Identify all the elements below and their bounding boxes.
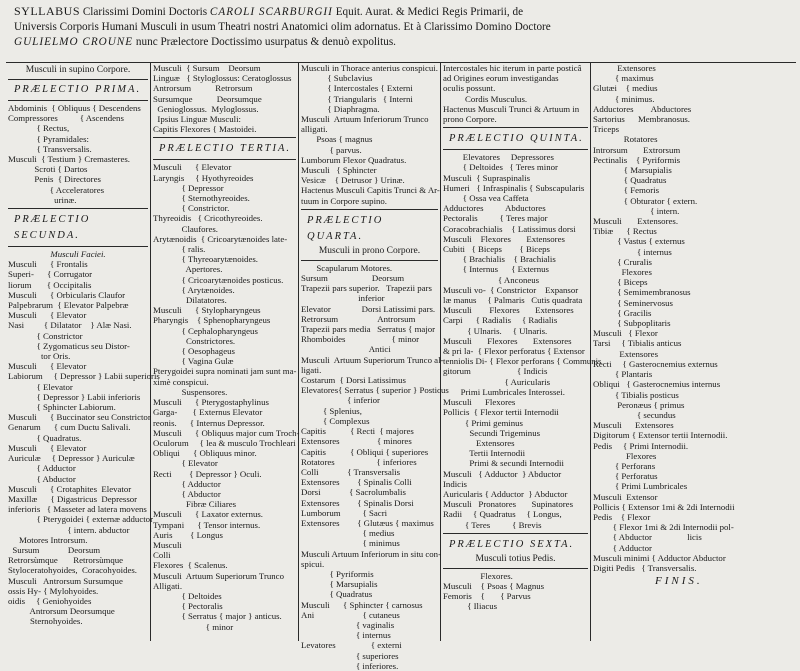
text-line: Pectinalis { Pyriformis	[593, 154, 681, 165]
text-line: Rotatores { inferiores	[301, 456, 417, 467]
text-line: ligati.	[301, 364, 322, 375]
text-line: Introrsum Extrorsum	[593, 144, 681, 155]
text-line: Musculi { Elevator	[8, 361, 87, 372]
text-line: { Internus { Externus	[443, 264, 549, 275]
text-line: læ manus { Palmaris Cutis quadrata	[443, 295, 583, 306]
col4-rule-2	[443, 149, 588, 150]
text-line: { vaginalis	[301, 619, 395, 630]
text-line: { Serratus { major } anticus.	[153, 611, 282, 622]
text-line: ximè conspicui.	[153, 376, 209, 387]
text-line: { Adductor	[8, 463, 76, 474]
col2-rule-2	[153, 159, 296, 160]
text-line: { Teres { Brevis	[443, 519, 542, 530]
column-1	[8, 63, 160, 641]
text-line: Musculi { Elevator	[153, 162, 232, 173]
section-quinta: PRÆLECTIO QUINTA.	[449, 133, 584, 145]
text-line: Vesicæ { Detrusor } Urinæ.	[301, 175, 405, 186]
text-line: { Sphincter Labiorum.	[8, 402, 116, 413]
text-line: Femoris { { Parvus	[443, 591, 531, 602]
text-line: { Complexus	[301, 415, 370, 426]
text-line: Apertores.	[153, 264, 223, 275]
text-line: Cordis Musculus.	[443, 93, 528, 104]
text-line: Pterygoidei supra nominati jam sunt ma-	[153, 366, 297, 377]
column-2	[153, 63, 300, 641]
text-line: Hactenus Musculi Trunci & Artuum in	[443, 103, 580, 114]
col2-rule-1	[153, 137, 296, 138]
text-line: { Abductor	[153, 488, 221, 499]
text-line: { Abductor	[8, 473, 76, 484]
text-line: { Vastus { externus	[593, 236, 685, 247]
text-line: { Intercostales { Externi	[301, 83, 413, 94]
text-line: Musculi { Psoas { Magnus	[443, 580, 545, 591]
text-line: Musculi Artuum Superiorum Trunco	[153, 570, 284, 581]
col1-rows-prima	[8, 103, 148, 205]
text-line: { Auricularis	[443, 376, 551, 387]
text-line: Laryngis { Hyothyreoides	[153, 172, 254, 183]
text-line: { Rectus,	[8, 123, 70, 134]
text-line: Pollicis { Flexor tertii Internodii	[443, 407, 559, 418]
text-line: Thyreoidis { Cricothyreoides.	[153, 213, 263, 224]
text-line: Radii { Quadratus { Longus,	[443, 509, 562, 520]
text-line: { Sternothyreoides.	[153, 193, 250, 204]
text-line: Primi Lumbricales Interossei.	[443, 386, 565, 397]
text-line: Intercostales hic iterum in parte posticâ	[443, 63, 582, 73]
text-line: Musculi { Adductor } Abductor	[443, 468, 562, 479]
text-line: Scroti { Dartos	[8, 164, 88, 175]
text-line: { inferior	[301, 395, 380, 406]
text-line: Musculi Flexores	[443, 397, 516, 408]
text-line: Extensores { Glutæus { maximus	[301, 517, 434, 528]
text-line: { Perforans	[593, 460, 656, 471]
text-line: Musculi { Crotaphites Elevator	[8, 483, 132, 494]
col2-rows-lingua	[153, 63, 296, 134]
text-line: Musculi Pronatores Supinatores	[443, 499, 573, 510]
text-line: { Ossa vea Caffeta	[443, 193, 529, 204]
text-line: Triceps	[593, 124, 620, 135]
text-line: { Elevator	[8, 381, 73, 392]
text-line: Adductores Abductores	[593, 103, 692, 114]
text-line: Fibræ Ciliares	[153, 499, 237, 510]
text-line: Flexores.	[443, 570, 513, 581]
section-quarta: PRÆLECTIO QUARTA.	[307, 214, 384, 242]
text-line: Musculi { Sphincter	[301, 165, 377, 176]
text-line: { Elevator	[153, 458, 218, 469]
text-line: Trapezii pars media Serratus { major	[301, 324, 436, 335]
text-line: { Brachialis { Brachialis	[443, 254, 556, 265]
text-line: { Constrictor	[8, 330, 83, 341]
text-line: Peronæus { primus	[593, 399, 685, 410]
text-line: { Pectoralis	[153, 601, 223, 612]
header-line-3: GULIELMO CROUNE nunc Prælectore Doctissimo usurpatus & denuò expolitus.	[14, 36, 396, 48]
text-line: Styloceratohyoides, Coracohyoides.	[8, 565, 137, 576]
text-line: { Plantaris	[593, 369, 653, 380]
text-line: Linguæ { Styloglossus: Ceratoglossus	[153, 73, 292, 84]
text-line: { Semimembranosus	[593, 287, 691, 298]
text-line: { Subclavius	[301, 73, 373, 84]
col2-rows-tertia	[153, 162, 300, 632]
text-line: Elevatores Depressores	[443, 152, 554, 163]
text-line: Musculi { Testium } Cremasteres.	[8, 154, 131, 165]
text-line: { secundus	[593, 409, 676, 420]
text-line: Primi & secundi Internodii	[443, 458, 564, 469]
text-line: Antrorsum Retrorsum	[153, 83, 253, 94]
col4-rule-4	[443, 568, 588, 569]
text-line: { Acceleratores	[8, 184, 105, 195]
col4-rows-sexta	[443, 571, 588, 612]
text-line: Musculi Flexores Extensores	[443, 305, 574, 316]
text-line: { Abductor licis	[593, 532, 702, 543]
text-line: Retrorsùmque Retrorsùmque	[8, 555, 124, 566]
text-line: { Biceps	[593, 277, 648, 288]
text-line: oculis possunt.	[443, 83, 496, 94]
text-line: { Pyriformis	[301, 568, 374, 579]
text-line: Arytænoidis { Cricoarytænoides late-	[153, 233, 288, 244]
text-line: { Quadratus.	[8, 432, 82, 443]
text-line: urinæ.	[8, 194, 77, 205]
text-line: Antrorsum Deorsumque	[8, 606, 115, 617]
text-line: Extensores	[443, 437, 515, 448]
text-line: { Gracilis	[593, 307, 652, 318]
text-line: { Marsupialis	[593, 165, 672, 176]
col3-rows-thorax	[301, 63, 438, 206]
text-line: inferior	[301, 293, 385, 304]
text-line: Musculi { Elevator	[8, 442, 87, 453]
text-line: Capitis { Obliqui { superiores	[301, 446, 429, 457]
text-line: Claufores.	[153, 223, 218, 234]
text-line: Musculi minimi { Adductor Abductor	[593, 552, 726, 563]
text-line: inferioris { Masseter ad latera movens	[8, 504, 147, 515]
col1-rows-secunda	[8, 259, 160, 627]
text-line: Pedis { Flexor	[593, 511, 651, 522]
text-line: { Pyramidales:	[8, 133, 89, 144]
text-line: Secundi Trigeminus	[443, 427, 541, 438]
text-line: Pectoralis { Teres major	[443, 213, 548, 224]
text-line: { Splenius,	[301, 405, 362, 416]
text-line: Sursumque Deorsumque	[153, 93, 262, 104]
text-line: Musculi Artuum Superiorum Trunco al-	[301, 354, 444, 365]
text-line: Auris { Longus	[153, 529, 223, 540]
text-line: { Cephalopharyngeus	[153, 325, 258, 336]
text-line: Constrictores.	[153, 335, 236, 346]
text-line: spicui.	[301, 558, 325, 569]
text-line: Ani { cutaneus	[301, 609, 400, 620]
text-line: { Cricoarytænoides posticus.	[153, 274, 284, 285]
text-line: Colli { Transversalis	[301, 466, 401, 477]
header-line-1: SYLLABUS Clarissimi Domini Doctoris CAROLI SCARBURGII Equit. Aurat. & Medici Regis Primarii, de	[14, 4, 524, 18]
text-line: { Constrictor.	[153, 203, 230, 214]
text-line: Musculi { Supraspinalis	[443, 172, 531, 183]
text-line: tor Oris.	[8, 351, 71, 362]
text-line: { superiores	[301, 650, 399, 661]
text-line: Trapezii pars superior. Trapezii pars	[301, 283, 432, 294]
text-line: Musculi { Laxator externus.	[153, 509, 264, 520]
text-line: Obliqui { Obliquus minor.	[153, 448, 257, 459]
col1-rule-1	[8, 79, 148, 80]
text-line: Antici	[301, 344, 391, 355]
finis-label: FINIS.	[655, 575, 703, 587]
col3-rule-1	[301, 209, 438, 210]
text-line: { minor	[153, 621, 234, 632]
col1-rule-3	[8, 208, 148, 209]
text-line: Compressores { Ascendens	[8, 113, 124, 124]
col4-subtitle: Musculi totius Pedis.	[475, 553, 556, 564]
text-line: Musculi { Orbicularis Claufor	[8, 289, 126, 300]
text-line: Psoas { magnus	[301, 134, 373, 145]
col4-rows-quinta	[443, 152, 602, 530]
text-line: { Primi Lumbricales	[593, 481, 688, 492]
text-line: Musculi vo- { Constrictor Expansor	[443, 284, 579, 295]
text-line: gitorum { Indicis	[443, 366, 548, 377]
text-line: Garga- { Externus Elevator	[153, 407, 263, 418]
text-line: Auricularis { Adductor } Abductor	[443, 488, 568, 499]
text-line: { Anconeus	[443, 274, 540, 285]
text-line: Musculi Flexores Extensores	[443, 233, 565, 244]
text-line: Recti { Depressor } Oculi.	[153, 468, 262, 479]
text-line: Musculi { Buccinator seu Constrictor	[8, 412, 151, 423]
col4-rule-1	[443, 127, 588, 128]
text-line: Musculi { Frontalis	[8, 259, 88, 270]
col4-rows-intro	[443, 63, 588, 124]
header-line-2: Universis Corporis Humani Musculi in usum Theatri nostri Anatomici olim adornatus. Et à Clarissimo Domino Doctore	[14, 21, 551, 33]
text-line: oidis { Geniohyoides	[8, 595, 92, 606]
text-line: { Diaphragma.	[301, 103, 380, 114]
col3-rows-quarta	[301, 262, 449, 671]
text-line: Palpebrarum { Elevator Palpebræ	[8, 300, 129, 311]
text-line: Alligati.	[153, 580, 183, 591]
text-line: Musculi { Obliquus major cum Troch-	[153, 427, 300, 438]
col1-title: Musculi in supino Corpore.	[25, 65, 131, 75]
text-line: alligati.	[301, 124, 328, 135]
text-line: Musculi Extensor	[593, 491, 658, 502]
col5-rows-pedis	[593, 63, 793, 573]
text-line: Musculi { Elevator	[8, 310, 87, 321]
text-line: Musculi Artuum Inferiorum Trunco	[301, 114, 429, 125]
text-line: Levatores { externi	[301, 640, 402, 651]
text-line: Carpi { Radialis { Radialis	[443, 315, 558, 326]
text-line: { internus	[593, 246, 672, 257]
text-line: Maxillæ { Digastricus Depressor	[8, 493, 138, 504]
text-line: { Oesophageus	[153, 346, 235, 357]
text-line: Musculi Extensores.	[593, 216, 679, 227]
text-line: Rhomboides { minor	[301, 334, 420, 345]
text-line: Capitis Flexores { Mastoidei.	[153, 124, 257, 135]
text-line: Pollicis { Extensor 1mi & 2di Internodii	[593, 501, 735, 512]
section-secunda: PRÆLECTIO SECUNDA.	[14, 214, 91, 242]
text-line: Lumborum Flexor Quadratus.	[301, 154, 407, 165]
text-line: { Seminervosus	[593, 297, 673, 308]
text-line: Dorsi { Sacrolumbalis	[301, 487, 406, 498]
text-line: Tympani { Tensor internus.	[153, 519, 261, 530]
text-line: Sursum Deorsum	[301, 273, 405, 284]
text-line: Abdominis { Obliquus { Descendens	[8, 103, 141, 113]
text-line: Rotatores	[593, 134, 658, 145]
text-line: Pharyngis { Sphenopharyngeus	[153, 315, 271, 326]
text-line: Extensores { minores	[301, 436, 412, 447]
text-line: { Quadratus	[301, 589, 373, 600]
text-line: { Ulnaris. { Ulnaris.	[443, 325, 548, 336]
column-5	[593, 63, 793, 641]
text-line: { Depressor	[153, 182, 224, 193]
text-line: { inferiores.	[301, 660, 399, 671]
text-line: liorum { Occipitalis	[8, 279, 92, 290]
text-line: Musculi Extensores	[593, 420, 674, 431]
text-line: & pri la- { Flexor perforatus { Extensor	[443, 346, 585, 357]
text-line: Flexores	[593, 267, 652, 278]
text-line: Recti { Gasterocnemius externus	[593, 358, 718, 369]
text-line: Oculorum { lea & musculo Trochleari	[153, 437, 296, 448]
text-line: Obliqui { Gasterocnemius internus	[593, 379, 721, 390]
text-line: { Cruralis	[593, 256, 652, 267]
text-line: Tibiæ { Rectus	[593, 226, 657, 237]
text-line: { minimus.	[593, 93, 655, 104]
text-line: Musculi { Sursum Deorsum	[153, 63, 261, 73]
text-line: Sartorius Membranosus.	[593, 114, 691, 125]
text-line: Hactenus Musculi Capitis Trunci & Ar-	[301, 185, 440, 196]
text-line: Musculi { Flexor	[593, 328, 658, 339]
text-line: Capitis { Recti { majores	[301, 426, 414, 437]
section-prima: PRÆLECTIO PRIMA.	[14, 84, 142, 95]
text-line: { Subpoplitaris	[593, 318, 671, 329]
column-divider-2	[298, 63, 299, 641]
text-line: Genarum { cum Ductu Salivali.	[8, 422, 131, 433]
text-line: { minimus	[301, 538, 400, 549]
col3-subtitle: Musculi in prono Corpore.	[318, 245, 421, 256]
text-line: Musculi	[153, 539, 182, 550]
text-line: { Iliacus	[443, 601, 498, 612]
text-line: Digiti Pedis { Transversalis.	[593, 562, 697, 573]
text-line: Musculi { Sphincter { carnosus	[301, 599, 423, 610]
text-line: reonis. { Internus Depressor.	[153, 417, 265, 428]
column-3	[301, 63, 449, 671]
text-line: Musculi Antrorsum Sursumque	[8, 575, 123, 586]
text-line: Auriculæ { Depressor } Auriculæ	[8, 453, 135, 464]
col1-rule-4	[8, 246, 148, 247]
text-line: { Obturator { extern.	[593, 195, 698, 206]
text-line: { Thyreoarytænoides.	[153, 254, 258, 265]
text-line: Motores Introrsum.	[8, 534, 88, 545]
text-line: { Deltoides	[153, 590, 222, 601]
text-line: Elevatores{ Serratus { superior } Posticus	[301, 385, 449, 396]
text-line: { Transversalis.	[8, 143, 92, 154]
col1-rule-2	[8, 100, 148, 101]
text-line: ossis Hy- { Mylohyoides.	[8, 585, 99, 596]
text-line: Digitorum { Extensor tertii Internodii.	[593, 430, 728, 441]
text-line: Coracobrachialis { Latissimus dorsi	[443, 223, 576, 234]
text-line: { Adductor	[153, 478, 221, 489]
text-line: { intern.	[593, 205, 680, 216]
text-line: Ipsius Linguæ Musculi:	[153, 114, 241, 125]
text-line: { Tibialis posticus	[593, 389, 679, 400]
text-line: { internus	[301, 630, 391, 641]
text-line: Costarum { Dorsi Latissimus	[301, 375, 406, 386]
text-line: Superi- { Corrugator	[8, 269, 93, 280]
text-line: { Pterygoidei { externæ adductor	[8, 514, 154, 525]
text-line: Cubiti { Biceps { Biceps	[443, 244, 550, 255]
text-line: { maximus	[593, 73, 654, 84]
text-line: { Primi geminus	[443, 417, 523, 428]
text-line: Indicis	[443, 478, 467, 489]
text-line: Humeri { Infraspinalis { Subscapularis	[443, 182, 585, 193]
text-line: prono Corpore.	[443, 114, 497, 125]
section-sexta: PRÆLECTIO SEXTA.	[449, 538, 575, 550]
text-line: tenniolis Di- { Flexor perforans { Communis	[443, 356, 602, 367]
text-line: Colli	[153, 550, 171, 561]
column-divider-4	[590, 63, 591, 641]
col1-subtitle: Musculi Faciei.	[50, 249, 106, 260]
text-line: Tarsi { Tibialis anticus	[593, 338, 682, 349]
text-line: { Adductor	[593, 542, 652, 553]
text-line: { Zygomaticus seu Distor-	[8, 340, 130, 351]
text-line: Musculi { Pterygostaphylinus	[153, 397, 269, 408]
section-tertia: PRÆLECTIO TERTIA.	[159, 143, 292, 155]
text-line: Dilatatores.	[153, 295, 227, 306]
text-line: { Triangularis { Interni	[301, 93, 413, 104]
text-line: Musculi { Stylopharyngeus	[153, 305, 261, 316]
text-line: tuum in Corpore supino.	[301, 195, 388, 206]
text-line: Musculi Artuum Inferiorum in situ con-	[301, 548, 441, 559]
column-4	[443, 63, 602, 641]
text-line: Elevator Dorsi Latissimi pars.	[301, 303, 436, 314]
text-line: { Perforatus	[593, 471, 658, 482]
document-header	[14, 4, 794, 50]
text-line: { parvus.	[301, 144, 362, 155]
text-line: Glutæi { medius	[593, 83, 658, 94]
text-line: { Depressor } Labii inferioris	[8, 391, 141, 402]
text-line: Scapularum Motores.	[301, 262, 393, 273]
text-line: Lumborum { Sacri	[301, 507, 388, 518]
column-divider-1	[150, 63, 151, 641]
text-line: Musculi Flexores Extensores	[443, 335, 572, 346]
text-line: Pedis { Primi Internodii.	[593, 440, 689, 451]
text-line: Penis { Directores	[8, 174, 101, 185]
text-line: Labiorum { Depressor } Labii superioris	[8, 371, 160, 382]
text-line: { Marsupialis	[301, 579, 378, 590]
text-line: Musculi in Thorace anterius conspicui.	[301, 63, 438, 73]
text-line: Extensores { Spinalis Colli	[301, 477, 412, 488]
text-line: Extensores	[593, 348, 658, 359]
text-line: Genioglossus. Myloglossus.	[153, 103, 259, 114]
text-line: Extensores { Spinalis Dorsi	[301, 497, 414, 508]
text-line: { ralis.	[153, 244, 206, 255]
text-line: Retrorsum Antrorsum	[301, 313, 416, 324]
text-line: Tertii Internodii	[443, 448, 526, 459]
text-line: Sursum Deorsum	[8, 544, 101, 555]
text-line: Suspensores.	[153, 386, 228, 397]
text-line: Sternohyoides.	[8, 616, 83, 627]
text-line: Flexores { Scalenus.	[153, 560, 228, 571]
col4-rule-3	[443, 533, 588, 534]
text-line: { Deltoides { Teres minor	[443, 162, 558, 173]
text-line: { medius	[301, 528, 395, 539]
text-line: Adductores Abductores	[443, 203, 546, 214]
text-line: Flexores	[593, 450, 657, 461]
text-line: { Quadratus	[593, 175, 667, 186]
text-line: Nasi { Dilatator } Alæ Nasi.	[8, 320, 132, 331]
text-line: ad Origines eorum investigandas	[443, 73, 559, 84]
text-line: { intern. abductor	[8, 524, 130, 535]
text-line: { Femoris	[593, 185, 660, 196]
col3-rule-2	[301, 260, 438, 261]
text-line: { Flexor 1mi & 2di Internodii pol-	[593, 522, 734, 533]
text-line: { Arytænoides.	[153, 284, 235, 295]
text-line: Extensores	[593, 63, 656, 73]
text-line: { Vagina Gulæ	[153, 356, 234, 367]
